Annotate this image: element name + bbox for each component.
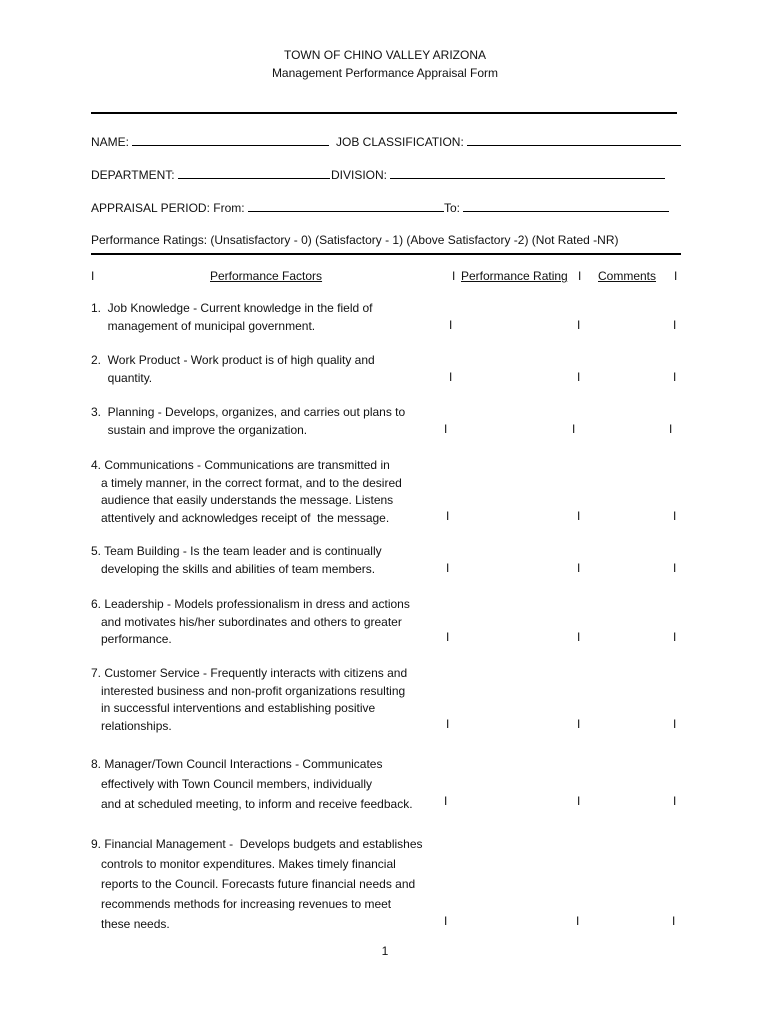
comments-cell-separator: I <box>576 914 580 928</box>
appraisal-to-label: To: <box>444 201 461 215</box>
factor-text-line: audience that easily understands the message. Listens <box>91 493 394 507</box>
factor-text-line: in successful interventions and establishing positive <box>91 701 376 715</box>
factor-text-line: and at scheduled meeting, to inform and receive feedback. <box>91 797 413 811</box>
factor-text-line: 9. Financial Management - Develops budgets and establishes <box>91 837 423 851</box>
col-performance-rating: Performance Rating <box>461 269 568 283</box>
form-subtitle: Management Performance Appraisal Form <box>271 66 499 80</box>
comments-cell-separator: I <box>577 794 581 808</box>
row-end-separator: I <box>673 794 677 808</box>
rating-cell-separator: I <box>446 509 450 523</box>
row-end-separator: I <box>672 914 676 928</box>
factor-text-line: these needs. <box>91 917 170 931</box>
appraisal-from-blank[interactable] <box>248 200 444 212</box>
row-end-separator: I <box>673 509 677 523</box>
factor-row <box>91 834 423 934</box>
row-end-separator: I <box>673 370 677 384</box>
legend-divider <box>91 253 681 255</box>
row-end-separator: I <box>673 630 677 644</box>
factor-text-line: developing the skills and abilities of team members. <box>91 561 376 576</box>
col-performance-factors: Performance Factors <box>210 269 323 283</box>
comments-cell-separator: I <box>577 509 581 523</box>
appraisal-period-from-field[interactable] <box>91 200 444 215</box>
header-separator: I <box>674 269 678 283</box>
factor-row <box>91 404 405 439</box>
factor-row <box>91 543 382 578</box>
factor-text-line: attentively and acknowledges receipt of the message. <box>91 510 390 525</box>
factor-row <box>91 457 402 527</box>
factor-text-line: reports to the Council. Forecasts future financial needs and <box>91 877 416 891</box>
rating-cell-separator: I <box>444 794 448 808</box>
header-separator: I <box>452 269 456 283</box>
rating-cell-separator: I <box>446 561 450 575</box>
factor-row <box>91 300 373 335</box>
rating-cell-separator: I <box>444 914 448 928</box>
department-field[interactable] <box>91 167 330 182</box>
factor-text-line: 5. Team Building - Is the team leader and is continually <box>91 544 382 558</box>
rating-cell-separator: I <box>446 717 450 731</box>
factor-text-line: recommends methods for increasing revenues to meet <box>91 897 392 911</box>
factor-text-line: 8. Manager/Town Council Interactions - Communicates <box>91 757 383 771</box>
factor-text-line: 6. Leadership - Models professionalism in dress and actions <box>91 597 410 611</box>
rating-cell-separator: I <box>446 630 450 644</box>
page-number: 1 <box>381 944 389 958</box>
row-end-separator: I <box>669 422 673 436</box>
factor-text-line: effectively with Town Council members, individually <box>91 777 373 791</box>
factor-row <box>91 352 375 387</box>
col-comments: Comments <box>598 269 657 283</box>
row-end-separator: I <box>673 717 677 731</box>
factor-text-line: and motivates his/her subordinates and others to greater <box>91 614 402 629</box>
factor-text-line: quantity. <box>91 370 153 385</box>
appraisal-period-from-label: APPRAISAL PERIOD: From: <box>91 201 245 215</box>
division-label: DIVISION: <box>331 168 388 182</box>
header-divider <box>91 112 677 114</box>
factor-text-line: 2. Work Product - Work product is of high quality and <box>91 353 375 367</box>
factor-text-line: 7. Customer Service - Frequently interacts with citizens and <box>91 666 408 680</box>
form-town-title: TOWN OF CHINO VALLEY ARIZONA <box>283 48 487 62</box>
factor-text-line: sustain and improve the organization. <box>91 422 308 437</box>
comments-cell-separator: I <box>572 422 576 436</box>
factor-text-line: relationships. <box>91 718 172 733</box>
factor-text-line: a timely manner, in the correct format, and to the desired <box>91 475 402 490</box>
comments-cell-separator: I <box>577 717 581 731</box>
ratings-legend: Performance Ratings: (Unsatisfactory - 0) (Satisfactory - 1) (Above Satisfactory -2) (Not Rated -NR) <box>91 233 619 247</box>
factor-text-line: controls to monitor expenditures. Makes timely financial <box>91 857 396 871</box>
appraisal-period-to-field[interactable] <box>444 200 669 215</box>
name-blank[interactable] <box>132 134 329 146</box>
header-separator: I <box>578 269 582 283</box>
factor-row <box>91 754 413 814</box>
factor-text-line: management of municipal government. <box>91 318 316 333</box>
rating-cell-separator: I <box>449 318 453 332</box>
comments-cell-separator: I <box>577 318 581 332</box>
rating-cell-separator: I <box>449 370 453 384</box>
row-end-separator: I <box>673 561 677 575</box>
factor-text-line: performance. <box>91 632 172 646</box>
header-separator: I <box>91 269 95 283</box>
factor-row <box>91 665 407 735</box>
factor-row <box>91 596 410 649</box>
job-classification-label: JOB CLASSIFICATION: <box>336 135 464 149</box>
job-classification-field[interactable] <box>336 134 681 149</box>
division-blank[interactable] <box>390 167 665 179</box>
name-label: NAME: <box>91 135 130 149</box>
comments-cell-separator: I <box>577 370 581 384</box>
row-end-separator: I <box>673 318 677 332</box>
name-field[interactable] <box>91 134 329 149</box>
factor-text-line: 3. Planning - Develops, organizes, and carries out plans to <box>91 405 406 419</box>
rating-cell-separator: I <box>444 422 448 436</box>
factor-text-line: 4. Communications - Communications are transmitted in <box>91 458 390 472</box>
comments-cell-separator: I <box>577 630 581 644</box>
appraisal-to-blank[interactable] <box>463 200 669 212</box>
factor-text-line: 1. Job Knowledge - Current knowledge in the field of <box>91 301 373 315</box>
comments-cell-separator: I <box>577 561 581 575</box>
department-label: DEPARTMENT: <box>91 168 175 182</box>
division-field[interactable] <box>331 167 665 182</box>
job-classification-blank[interactable] <box>467 134 681 146</box>
factor-text-line: interested business and non-profit organizations resulting <box>91 683 406 698</box>
department-blank[interactable] <box>178 167 330 179</box>
